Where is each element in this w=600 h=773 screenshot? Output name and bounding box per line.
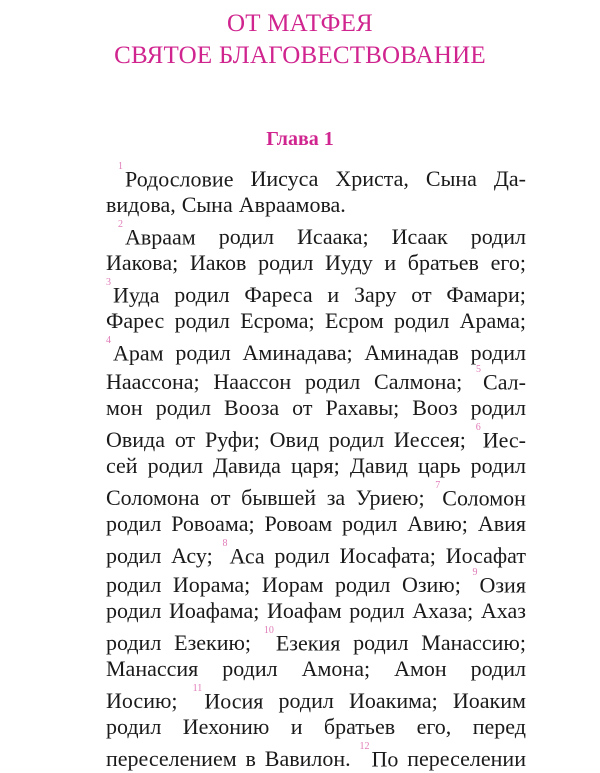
word bbox=[384, 248, 396, 277]
text-line bbox=[106, 190, 526, 219]
word-text: Иес- bbox=[482, 427, 526, 453]
text-line bbox=[106, 712, 526, 741]
word bbox=[335, 570, 390, 599]
word-text: родил bbox=[470, 453, 526, 478]
word bbox=[193, 683, 264, 715]
book-subtitle: СВЯТОЕ БЛАГОВЕСТВОВАНИЕ bbox=[114, 42, 486, 69]
word bbox=[335, 164, 409, 193]
word bbox=[476, 422, 526, 454]
verse-number: 12 bbox=[359, 741, 370, 752]
word-text: родил bbox=[147, 453, 203, 478]
word bbox=[491, 248, 526, 277]
word bbox=[246, 744, 256, 773]
word-text: переселением bbox=[106, 746, 237, 772]
word-text: братьев bbox=[323, 714, 396, 739]
word-text: Сына bbox=[425, 166, 477, 192]
word bbox=[106, 393, 143, 422]
word-text: Давид bbox=[349, 453, 408, 478]
text-line bbox=[106, 335, 526, 364]
word-text: Сал- bbox=[483, 369, 526, 395]
word-text: Иоафам bbox=[267, 598, 342, 623]
word-text: Иуду bbox=[325, 250, 373, 275]
word bbox=[175, 425, 195, 454]
word-text: Иоафама; bbox=[169, 598, 260, 623]
word bbox=[292, 393, 312, 422]
word bbox=[374, 367, 462, 396]
word bbox=[174, 628, 251, 657]
word-text: Есром bbox=[324, 308, 384, 333]
word bbox=[222, 538, 264, 570]
word-text: родил bbox=[274, 543, 330, 569]
word-text: родил bbox=[174, 282, 230, 308]
word-text: перед bbox=[472, 714, 526, 739]
word bbox=[106, 509, 161, 538]
word-text: родил bbox=[353, 630, 409, 656]
verse-number: 1 bbox=[118, 161, 123, 172]
word-text: Иосафата; bbox=[339, 543, 436, 569]
text-line bbox=[106, 683, 526, 712]
word-text: родил bbox=[106, 572, 162, 598]
word bbox=[175, 306, 230, 335]
verse-number: 4 bbox=[106, 335, 111, 346]
word-text: родил bbox=[106, 511, 162, 536]
word bbox=[472, 567, 525, 599]
word bbox=[213, 451, 281, 480]
word bbox=[297, 222, 369, 251]
word bbox=[394, 425, 466, 454]
word-text: родил bbox=[470, 224, 526, 250]
word bbox=[171, 509, 254, 538]
word-text: Авраам bbox=[125, 224, 196, 250]
text-line bbox=[106, 538, 526, 567]
word bbox=[156, 393, 211, 422]
word bbox=[291, 712, 303, 741]
word bbox=[270, 425, 319, 454]
word bbox=[173, 570, 250, 599]
word bbox=[426, 164, 477, 193]
word-text: царя; bbox=[290, 453, 340, 478]
text-line bbox=[106, 596, 526, 625]
text-line bbox=[106, 306, 526, 335]
word-text: Овида bbox=[106, 427, 166, 453]
word bbox=[219, 222, 274, 251]
scripture-text bbox=[106, 161, 526, 770]
word bbox=[339, 541, 435, 570]
word bbox=[471, 338, 526, 367]
word bbox=[183, 712, 270, 741]
text-line bbox=[106, 451, 526, 480]
word-text: Рахавы; bbox=[325, 395, 400, 420]
word bbox=[244, 280, 312, 309]
word bbox=[417, 712, 452, 741]
word-text: Соломона bbox=[106, 485, 200, 511]
word bbox=[106, 277, 159, 309]
word bbox=[174, 280, 229, 309]
word bbox=[210, 483, 230, 512]
word bbox=[327, 483, 345, 512]
word bbox=[412, 393, 457, 422]
word-text: родил bbox=[335, 572, 391, 598]
word bbox=[106, 712, 161, 741]
word bbox=[350, 451, 408, 480]
word-text: Фамари; bbox=[446, 282, 526, 308]
word-text: Иорам bbox=[261, 572, 324, 598]
verse-number: 3 bbox=[106, 277, 111, 288]
verse-number: 9 bbox=[472, 567, 478, 578]
word-text: от bbox=[411, 282, 432, 308]
word bbox=[418, 451, 461, 480]
word-text: Асу; bbox=[171, 543, 213, 569]
word-text: Сына bbox=[181, 192, 233, 217]
word bbox=[106, 541, 161, 570]
word bbox=[106, 248, 178, 277]
word bbox=[325, 306, 384, 335]
text-line bbox=[106, 248, 526, 277]
word bbox=[471, 451, 526, 480]
word-text: Ровоама; bbox=[171, 511, 255, 536]
word bbox=[265, 509, 333, 538]
verse-number: 8 bbox=[222, 538, 228, 549]
word-text: Родословие bbox=[125, 166, 234, 192]
word bbox=[349, 596, 404, 625]
word-text: Аса bbox=[229, 543, 265, 569]
word-text: Уриею; bbox=[355, 485, 425, 511]
word-text: родил bbox=[470, 340, 526, 366]
word bbox=[169, 596, 259, 625]
word-text: Иосия bbox=[204, 688, 264, 714]
word bbox=[291, 451, 340, 480]
word-text: Ровоам bbox=[264, 511, 333, 536]
word bbox=[106, 628, 161, 657]
word-text: Да- bbox=[493, 166, 526, 192]
verse-number: 6 bbox=[475, 422, 481, 433]
word bbox=[407, 509, 468, 538]
word-text: за bbox=[326, 485, 346, 511]
word bbox=[394, 654, 447, 683]
word bbox=[190, 248, 247, 277]
word bbox=[267, 596, 342, 625]
word-text: Ахаз bbox=[480, 598, 526, 623]
word bbox=[471, 393, 526, 422]
word-text: братьев bbox=[407, 250, 479, 275]
word bbox=[106, 190, 176, 219]
word-text: царь bbox=[418, 453, 461, 478]
word-text: Иисуса bbox=[250, 166, 319, 192]
word-text: Езекию; bbox=[174, 630, 252, 656]
word-text: Соломон bbox=[442, 485, 526, 511]
word-text: Исаак bbox=[391, 224, 448, 250]
word-text: Вооза bbox=[224, 395, 280, 420]
word-text: Иоаким bbox=[452, 688, 526, 714]
word-text: родил bbox=[304, 369, 361, 395]
word-text: Авия bbox=[477, 511, 526, 536]
word-text: Исаака; bbox=[296, 224, 369, 250]
word-text: Иоакима; bbox=[349, 688, 438, 714]
text-line bbox=[106, 509, 526, 538]
word bbox=[481, 596, 526, 625]
word-text: сей bbox=[106, 453, 138, 478]
word-text: от bbox=[292, 395, 313, 420]
word bbox=[412, 596, 473, 625]
text-line bbox=[106, 480, 526, 509]
word-text: и bbox=[384, 250, 397, 275]
word bbox=[327, 280, 339, 309]
word-text: мон bbox=[106, 395, 143, 420]
verse-number: 7 bbox=[435, 480, 441, 491]
word bbox=[106, 570, 161, 599]
word bbox=[106, 425, 165, 454]
word bbox=[460, 306, 526, 335]
word bbox=[394, 306, 449, 335]
word-text: родил bbox=[258, 250, 314, 275]
word-text: родил bbox=[470, 656, 526, 681]
word bbox=[421, 628, 526, 657]
text-line bbox=[106, 219, 526, 248]
word-text: переселении bbox=[407, 746, 526, 772]
word bbox=[476, 364, 526, 396]
word bbox=[453, 686, 526, 715]
word-text: родил bbox=[349, 598, 405, 623]
word-text: Манассию; bbox=[421, 630, 526, 656]
word-text: родил bbox=[470, 395, 526, 420]
word-text: Наассон bbox=[213, 369, 292, 395]
word-text: Христа, bbox=[335, 166, 409, 192]
word-text: Овид bbox=[269, 427, 319, 453]
word bbox=[305, 367, 360, 396]
word-text: его, bbox=[416, 714, 452, 739]
word-text: Иехонию bbox=[182, 714, 270, 739]
word bbox=[408, 248, 479, 277]
word bbox=[118, 161, 233, 193]
word-text: Арама; bbox=[459, 308, 526, 333]
text-line bbox=[106, 422, 526, 451]
word-text: Амона; bbox=[301, 656, 371, 681]
word-text: родил bbox=[106, 714, 162, 739]
word-text: Давида bbox=[213, 453, 281, 478]
word-text: видова, bbox=[106, 192, 176, 217]
word bbox=[106, 483, 199, 512]
word bbox=[106, 596, 161, 625]
word-text: Арам bbox=[113, 340, 164, 366]
word-text: По bbox=[371, 746, 399, 772]
word bbox=[265, 744, 351, 773]
word bbox=[243, 338, 353, 367]
word-text: Фарес bbox=[106, 308, 165, 333]
word bbox=[446, 541, 526, 570]
word-text: родил bbox=[342, 511, 398, 536]
word bbox=[473, 712, 526, 741]
word-text: Авию; bbox=[407, 511, 468, 536]
word-text: Ахаза; bbox=[412, 598, 474, 623]
word bbox=[118, 219, 196, 251]
word-text: Иосафат bbox=[445, 543, 526, 569]
word bbox=[325, 393, 399, 422]
word bbox=[171, 541, 213, 570]
word bbox=[274, 541, 329, 570]
word-text: родил bbox=[174, 308, 230, 333]
word bbox=[264, 625, 340, 657]
word-text: Аминадав bbox=[364, 340, 459, 366]
word bbox=[349, 686, 438, 715]
word-text: Авраамова. bbox=[238, 192, 346, 217]
word bbox=[205, 425, 260, 454]
word-text: и bbox=[290, 714, 303, 739]
word-text: родил bbox=[106, 598, 162, 623]
word bbox=[329, 425, 384, 454]
word-text: Иорама; bbox=[172, 572, 251, 598]
word bbox=[224, 393, 279, 422]
text-line bbox=[106, 161, 526, 190]
word bbox=[411, 280, 431, 309]
word-text: в bbox=[245, 746, 256, 772]
text-line bbox=[106, 393, 526, 422]
word-text: родил bbox=[155, 395, 212, 420]
word bbox=[402, 570, 461, 599]
word bbox=[471, 222, 526, 251]
word-text: Есрома; bbox=[240, 308, 315, 333]
word bbox=[106, 654, 198, 683]
verse-number: 2 bbox=[118, 219, 123, 230]
word bbox=[106, 451, 138, 480]
word bbox=[446, 280, 526, 309]
word-text: Езекия bbox=[275, 630, 341, 656]
word-text: родил bbox=[106, 630, 162, 656]
word bbox=[324, 712, 395, 741]
word bbox=[325, 248, 373, 277]
word-text: и bbox=[327, 282, 340, 308]
word-text: от bbox=[174, 427, 196, 453]
word bbox=[494, 164, 526, 193]
word bbox=[239, 190, 346, 219]
word-text: родил bbox=[218, 224, 274, 250]
word bbox=[106, 744, 237, 773]
word bbox=[407, 744, 526, 773]
text-line bbox=[106, 741, 526, 770]
word bbox=[435, 480, 526, 512]
word-text: Иессея; bbox=[393, 427, 466, 453]
text-line bbox=[106, 567, 526, 596]
word bbox=[148, 451, 203, 480]
word-text: Фареса bbox=[244, 282, 313, 308]
word-text: родил bbox=[394, 308, 450, 333]
word-text: Иаков bbox=[189, 250, 247, 275]
word-text: Аминадава; bbox=[242, 340, 353, 366]
word bbox=[250, 164, 318, 193]
word bbox=[354, 280, 397, 309]
word-text: Амон bbox=[394, 656, 447, 681]
text-line bbox=[106, 654, 526, 683]
word-text: от bbox=[210, 485, 231, 511]
text-line bbox=[106, 277, 526, 306]
word bbox=[360, 741, 399, 773]
verse-number: 10 bbox=[263, 625, 274, 636]
word bbox=[342, 509, 397, 538]
text-line bbox=[106, 364, 526, 393]
word bbox=[353, 628, 408, 657]
word-text: бывшей bbox=[241, 485, 316, 511]
book-title: ОТ МАТФЕЯ bbox=[227, 10, 373, 37]
word bbox=[302, 654, 370, 683]
word bbox=[106, 306, 164, 335]
word bbox=[471, 654, 526, 683]
word bbox=[392, 222, 448, 251]
chapter-heading: Глава 1 bbox=[266, 128, 334, 150]
word-text: Вооз bbox=[412, 395, 458, 420]
word bbox=[279, 686, 334, 715]
word-text: Манассия bbox=[106, 656, 199, 681]
word bbox=[262, 570, 324, 599]
word-text: родил bbox=[106, 543, 162, 569]
word bbox=[364, 338, 458, 367]
word-text: родил bbox=[328, 427, 385, 453]
word-text: Руфи; bbox=[205, 427, 260, 453]
word bbox=[222, 654, 277, 683]
word-text: родил bbox=[222, 656, 278, 681]
word-text: родил bbox=[278, 688, 334, 714]
word bbox=[241, 483, 316, 512]
word bbox=[258, 248, 313, 277]
verse-number: 5 bbox=[476, 364, 482, 375]
word-text: Салмона; bbox=[374, 369, 463, 395]
word bbox=[182, 190, 233, 219]
word-text: Иуда bbox=[113, 282, 160, 308]
word-text: родил bbox=[175, 340, 231, 366]
word-text: Озию; bbox=[401, 572, 461, 598]
word bbox=[240, 306, 314, 335]
word bbox=[106, 686, 178, 715]
word bbox=[356, 483, 425, 512]
word-text: Озия bbox=[479, 572, 526, 598]
word-text: Иосию; bbox=[106, 688, 178, 714]
word-text: Зару bbox=[353, 282, 397, 308]
text-line bbox=[106, 625, 526, 654]
word bbox=[106, 367, 200, 396]
word bbox=[213, 367, 291, 396]
word-text: его; bbox=[490, 250, 526, 275]
word-text: Наассона; bbox=[106, 369, 200, 395]
word bbox=[175, 338, 230, 367]
word bbox=[478, 509, 526, 538]
word-text: Вавилон. bbox=[264, 746, 351, 772]
word-text: Иакова; bbox=[106, 250, 179, 275]
verse-number: 11 bbox=[192, 683, 203, 694]
word bbox=[106, 335, 164, 367]
